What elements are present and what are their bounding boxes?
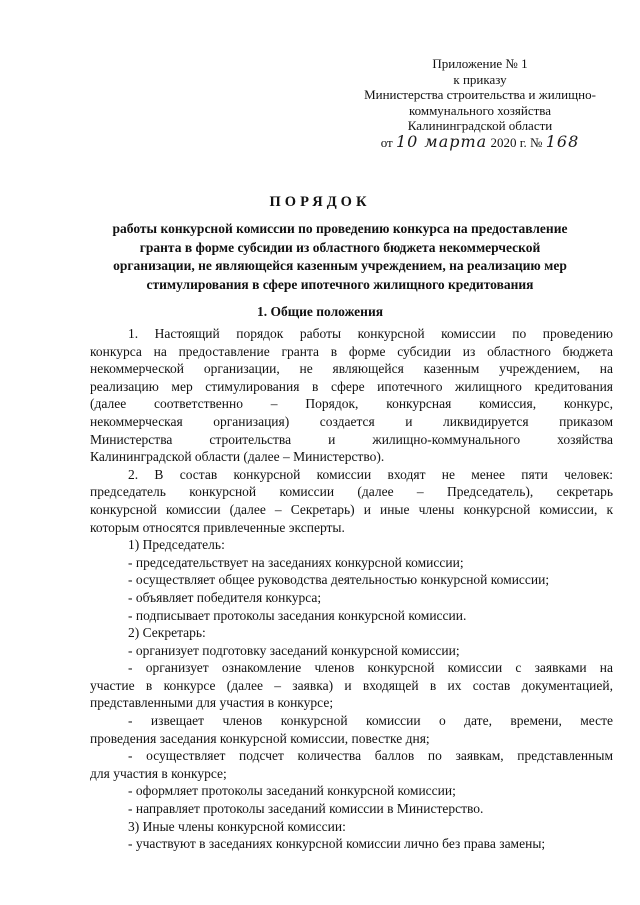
body-line: председатель конкурсной комиссии (далее – Председатель), секретарь [90,484,613,500]
from-label: от [380,134,393,150]
body-line: - направляет протоколы заседаний комиссии в Министерство. [128,801,484,817]
appendix-date-line [340,131,620,151]
body-line: - организует подготовку заседаний конкурсной комиссии; [128,642,460,658]
body-line: 2. В состав конкурсной комиссии входят не менее пяти человек: [128,466,613,482]
body-line: некоммерческая организация) создается и ликвидируется приказом [90,413,613,429]
body-line: конкурсной комиссии (далее – Секретарь) и иные члены конкурсной комиссии, к [90,501,613,517]
body-line: - объявляет победителя конкурса; [128,589,322,605]
appendix-order-ref: к приказу [453,71,507,87]
appendix-ministry-line2: коммунального хозяйства [408,102,552,118]
body-line: - председательствует на заседаниях конкурсной комиссии; [128,554,464,570]
body-line: - оформляет протоколы заседаний конкурсной комиссии; [128,783,456,799]
handwritten-date: 10 марта [395,131,488,151]
appendix-region: Калининградской области [407,118,553,134]
body-line: 2) Секретарь: [128,625,206,641]
body-line: проведения заседания конкурсной комиссии, повестке дня; [90,730,430,746]
subtitle-line: гранта в форме субсидии из областного бюджета некоммерческой [139,239,541,255]
subtitle-line: организации, не являющейся казенным учреждением, на реализацию мер [113,258,567,273]
body-line: 1. Настоящий порядок работы конкурсной комиссии по проведению [128,326,613,341]
body-line: (далее соответственно – Порядок, конкурсная комиссия, конкурс, [90,396,613,412]
body-line: реализацию мер стимулирования в сфере ипотечного жилищного кредитования [90,378,613,394]
body-line: 1) Председатель: [128,537,225,553]
body-line: - извещает членов конкурсной комиссии о дате, времени, месте [128,713,613,729]
body-line: Министерства строительства и жилищно-коммунального хозяйства [90,431,613,447]
document-title: ПОРЯДОК [269,194,371,210]
section-heading: 1. Общие положения [256,304,384,319]
body-line: для участия в конкурсе; [90,765,227,781]
body-line: конкурса на предоставление гранта в форме субсидии из областного бюджета [90,343,613,359]
body-line: некоммерческой организации, не являющейся казенным учреждением, на [90,361,613,377]
body-line: Калининградской области (далее – Министерство). [90,449,385,465]
body-line: - осуществляет подсчет количества баллов по заявкам, представленным [128,748,613,764]
body-line: - организует ознакомление членов конкурсной комиссии с заявками на [128,660,613,676]
handwritten-order-number: 168 [545,131,580,151]
body-line: - участвуют в заседаниях конкурсной комиссии лично без права замены; [128,836,546,852]
body-line: участие в конкурсе (далее – заявка) и входящей в их состав документацией, [90,677,613,693]
appendix-header [340,56,620,151]
appendix-number: Приложение № 1 [432,56,528,71]
subtitle-line: работы конкурсной комиссии по проведению конкурса на предоставление [112,221,568,236]
appendix-ministry-line1: Министерства строительства и жилищно- [364,87,596,103]
body-line: представленными для участия в конкурсе; [90,695,334,711]
year-number-label: 2020 г. № [490,134,543,150]
body-line: - осуществляет общее руководства деятельностью конкурсной комиссии; [128,572,550,588]
subtitle-line: стимулирования в сфере ипотечного жилищного кредитования [146,276,534,292]
body-line: 3) Иные члены конкурсной комиссии: [128,818,346,834]
document-subtitle [100,220,580,294]
document-body [90,325,613,853]
body-line: которым относятся привлеченные эксперты. [90,519,345,535]
body-line: - подписывает протоколы заседания конкурсной комиссии. [128,607,467,623]
